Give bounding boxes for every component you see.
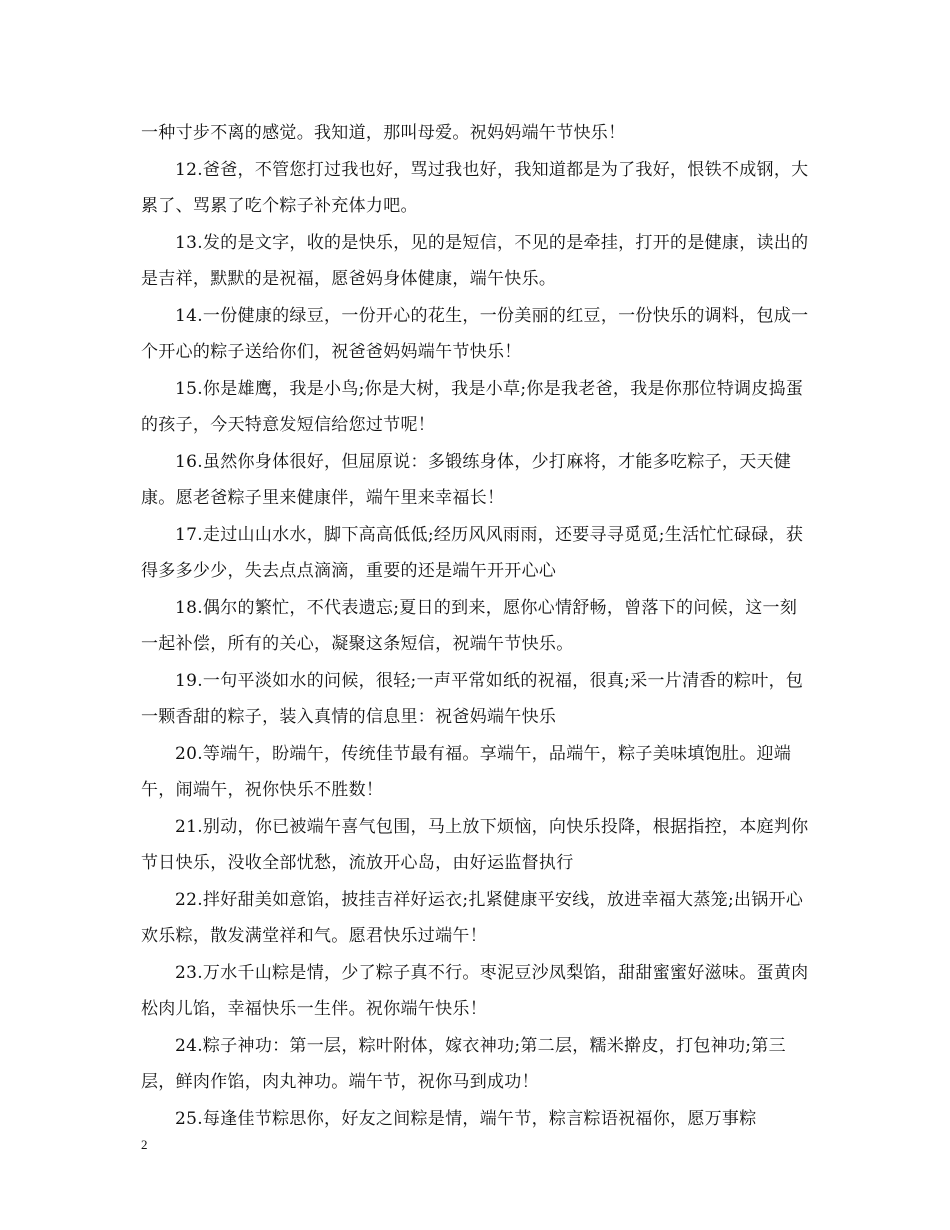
- paragraph-item-20: 20.等端午，盼端午，传统佳节最有福。享端午，品端午，粽子美味填饱肚。迎端午，闹端午，祝你快乐不胜数！: [141, 743, 792, 800]
- paragraph-item-22: 22.拌好甜美如意馅，披挂吉祥好运衣;扎紧健康平安线，放进幸福大蒸笼;出锅开心欢乐粽，散发满堂祥和气。愿君快乐过端午！: [141, 889, 804, 946]
- page-number: 2: [141, 1137, 148, 1152]
- paragraph-item-25: 25.每逢佳节粽思你，好友之间粽是情，端午节，粽言粽语祝福你，愿万事粽: [175, 1108, 757, 1129]
- document-body: [141, 115, 813, 1137]
- paragraph-item-18: 18.偶尔的繁忙，不代表遗忘;夏日的到来，愿你心情舒畅，曾落下的问候，这一刻一起补偿，所有的关心，凝聚这条短信，祝端午节快乐。: [141, 597, 798, 654]
- paragraph-item-15: 15.你是雄鹰，我是小鸟;你是大树，我是小草;你是我老爸，我是你那位特调皮捣蛋的孩子，今天特意发短信给您过节呢！: [141, 378, 804, 435]
- paragraph-item-16: 16.虽然你身体很好，但屈原说：多锻练身体，少打麻将，才能多吃粽子，天天健康。愿老爸粽子里来健康伴，端午里来幸福长！: [141, 451, 792, 508]
- paragraph-item-23: 23.万水千山粽是情，少了粽子真不行。枣泥豆沙凤梨馅，甜甜蜜蜜好滋味。蛋黄肉松肉儿馅，幸福快乐一生伴。祝你端午快乐！: [141, 962, 809, 1019]
- paragraph-item-19: 19.一句平淡如水的问候，很轻;一声平常如纸的祝福，很真;采一片清香的粽叶，包一颗香甜的粽子，装入真情的信息里：祝爸妈端午快乐: [141, 670, 804, 727]
- paragraph-item-21: 21.别动，你已被端午喜气包围，马上放下烦恼，向快乐投降，根据指控，本庭判你节日快乐，没收全部忧愁，流放开心岛，由好运监督执行: [141, 816, 809, 873]
- paragraph-item-13: 13.发的是文字，收的是快乐，见的是短信，不见的是牵挂，打开的是健康，读出的是吉祥，默默的是祝福，愿爸妈身体健康，端午快乐。: [141, 232, 809, 289]
- paragraph-item-12: 12.爸爸，不管您打过我也好，骂过我也好，我知道都是为了我好，恨铁不成钢，大累了、骂累了吃个粽子补充体力吧。: [141, 159, 809, 216]
- paragraph-continuation: 一种寸步不离的感觉。我知道，那叫母爱。祝妈妈端午节快乐！: [141, 123, 626, 143]
- paragraph-item-24: 24.粽子神功：第一层，粽叶附体，嫁衣神功;第二层，糯米擀皮，打包神功;第三层，鲜肉作馅，肉丸神功。端午节，祝你马到成功！: [141, 1035, 786, 1092]
- paragraph-item-17: 17.走过山山水水，脚下高高低低;经历风风雨雨，还要寻寻觅觅;生活忙忙碌碌，获得多多少少，失去点点滴滴，重要的还是端午开开心心: [141, 524, 804, 581]
- paragraph-item-14: 14.一份健康的绿豆，一份开心的花生，一份美丽的红豆，一份快乐的调料，包成一个开心的粽子送给你们，祝爸爸妈妈端午节快乐！: [141, 305, 809, 362]
